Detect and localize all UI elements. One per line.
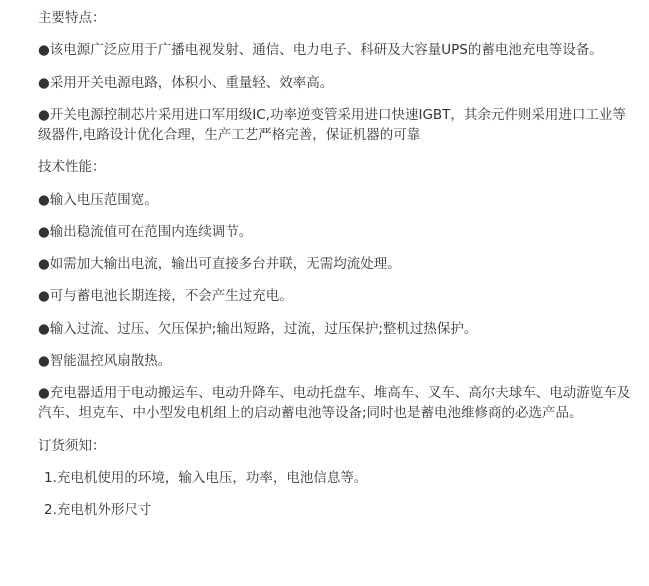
bullet-icon: ● [38, 288, 50, 305]
performance-item [30, 190, 635, 210]
performance-item-text: 输出稳流值可在范围内连续调节。 [49, 223, 253, 240]
performance-item [30, 351, 635, 371]
bullet-icon: ● [38, 256, 50, 272]
section-technical-performance [30, 157, 635, 423]
performance-item [30, 286, 635, 306]
performance-item-text: 充电器适用于电动搬运车、电动升降车、电动托盘车、堆高车、叉车、高尔夫球车、电动游览车及汽车、坦克车、中小型发电机组上的启动蓄电池等设备;同时也是蓄电池维修商的必选产品。 [38, 385, 631, 422]
section-ordering-notice [30, 436, 635, 521]
bullet-icon: ● [38, 191, 50, 208]
performance-item-text: 可与蓄电池长期连接，不会产生过充电。 [49, 288, 293, 305]
performance-item-text: 输入电压范围宽。 [49, 191, 158, 208]
bullet-icon: ● [38, 352, 50, 369]
feature-item-text: 采用开关电源电路，体积小、重量轻、效率高。 [49, 74, 334, 91]
feature-item-text: 该电源广泛应用于广播电视发射、通信、电力电子、科研及大容量UPS的蓄电池充电等设备。 [49, 42, 603, 59]
ordering-item: 2.充电机外形尺寸 [44, 502, 152, 518]
section-heading-main-features: 主要特点： [38, 10, 106, 26]
bullet-icon: ● [38, 42, 50, 59]
section-main-features [30, 8, 635, 145]
performance-item [30, 383, 635, 424]
performance-item-text: 智能温控风扇散热。 [49, 352, 172, 369]
feature-item-text: 开关电源控制芯片采用进口军用级IC,功率逆变管采用进口快速IGBT，其余元件则采用进口工业等级器件,电路设计优化合理，生产工艺严格完善，保证机器的可靠 [38, 106, 626, 143]
performance-item [30, 319, 635, 339]
ordering-item: 1.充电机使用的环境，输入电压，功率，电池信息等。 [44, 469, 368, 486]
performance-item [30, 254, 635, 274]
bullet-icon: ● [38, 74, 50, 91]
performance-item [30, 222, 635, 242]
feature-item [30, 40, 635, 60]
bullet-icon: ● [38, 223, 50, 240]
section-heading-technical-performance: 技术性能： [38, 159, 106, 176]
feature-item [30, 105, 635, 146]
bullet-icon: ● [38, 106, 50, 123]
performance-item-text: 输入过流、过压、欠压保护;输出短路，过流，过压保护;整机过热保护。 [49, 320, 478, 337]
bullet-icon: ● [38, 320, 50, 337]
feature-item [30, 73, 635, 93]
performance-item-text: 如需加大输出电流，输出可直接多台并联，无需均流处理。 [49, 256, 401, 272]
bullet-icon: ● [38, 385, 50, 401]
section-heading-ordering-notice: 订货须知： [38, 437, 106, 454]
